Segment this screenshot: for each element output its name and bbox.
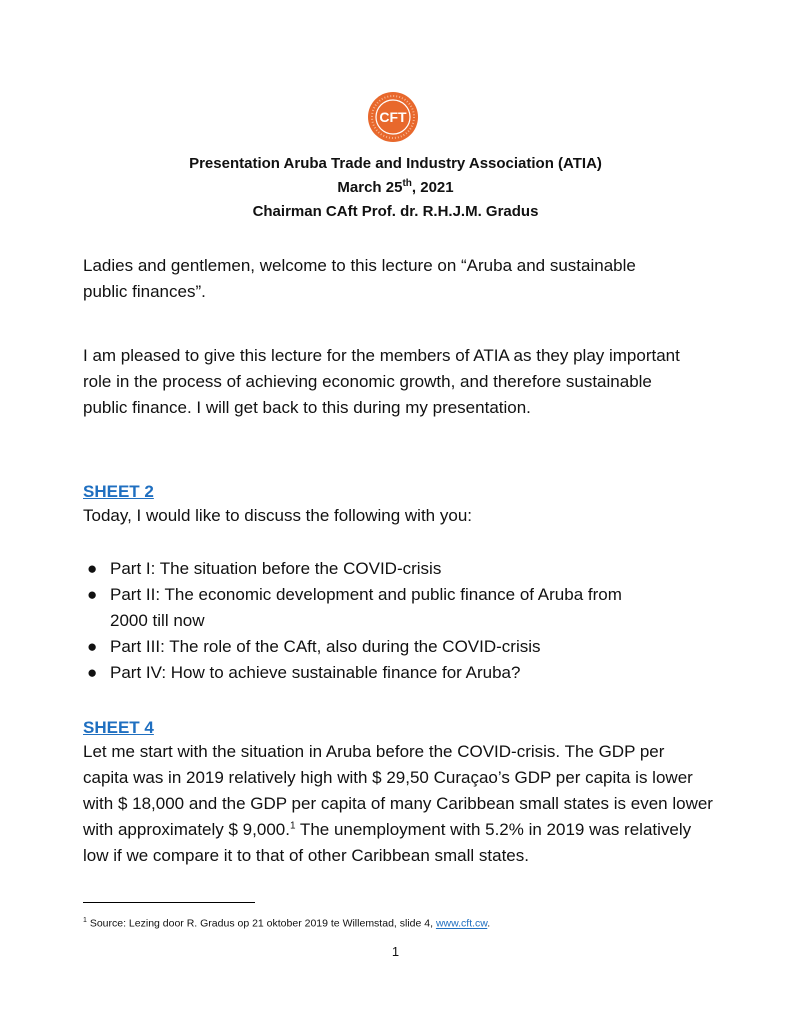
bullet-icon: ● xyxy=(87,637,98,656)
footnote-text: Source: Lezing door R. Gradus op 21 oktober 2019 te Willemstad, slide 4, xyxy=(86,917,436,930)
list-item-text: Part III: The role of the CAft, also during the COVID-crisis xyxy=(110,637,541,656)
date-superscript: th xyxy=(402,178,412,189)
bullet-icon: ● xyxy=(87,585,98,604)
sheet-2-lead: Today, I would like to discuss the following with you: xyxy=(83,506,472,525)
date-prefix: March 25 xyxy=(337,179,403,196)
list-item xyxy=(83,634,703,660)
list-item-text: Part II: The economic development and public finance of Aruba from 2000 till now xyxy=(110,585,622,630)
sheet-4-text-continued: The unemployment with 5.2% in 2019 was relatively low if we compare it to that of other Caribbean small states. xyxy=(83,820,692,865)
sheet-4-text: Let me start with the situation in Aruba before the COVID-crisis. The GDP per capita was in 2019 relatively high with $ 29,50 Curaçao’s GDP per capita is lower with $ 18,000 and the GDP per capita of many Caribbean small states is even lower with approximately $ 9,000. xyxy=(83,742,713,839)
intro-paragraph-1: Ladies and gentlemen, welcome to this lecture on “Aruba and sustainable public finances”. xyxy=(83,256,636,301)
sheet-2-heading: SHEET 2 xyxy=(83,482,154,501)
date-suffix: , 2021 xyxy=(411,179,454,196)
intro-paragraph-2: I am pleased to give this lecture for the members of ATIA as they play important role in the process of achieving economic growth, and therefore sustainable public finance. I will get back to this during my presentation. xyxy=(83,346,680,417)
list-item xyxy=(83,582,630,634)
footnote xyxy=(83,914,490,931)
sheet-4-heading: SHEET 4 xyxy=(83,718,154,737)
bullet-icon: ● xyxy=(87,559,98,578)
footnote-link[interactable]: www.cft.cw xyxy=(435,917,488,930)
footnote-divider xyxy=(83,902,255,903)
list-item-text: Part I: The situation before the COVID-crisis xyxy=(110,559,442,578)
document-title: Presentation Aruba Trade and Industry Association (ATIA) xyxy=(189,155,602,172)
footnote-end: . xyxy=(487,917,491,930)
logo-text: CFT xyxy=(379,109,407,125)
footnote-reference[interactable]: 1 xyxy=(289,820,296,832)
topics-list xyxy=(83,556,703,686)
list-item xyxy=(83,556,703,582)
sheet-4-paragraph xyxy=(83,739,713,869)
bullet-icon: ● xyxy=(87,663,98,682)
list-item-text: Part IV: How to achieve sustainable finance for Aruba? xyxy=(110,663,521,682)
list-item xyxy=(83,660,703,686)
footnote-number: 1 xyxy=(83,917,87,924)
cft-logo xyxy=(367,91,419,143)
document-date xyxy=(0,176,791,200)
document-author: Chairman CAft Prof. dr. R.H.J.M. Gradus xyxy=(252,203,539,220)
page-number: 1 xyxy=(391,944,400,959)
